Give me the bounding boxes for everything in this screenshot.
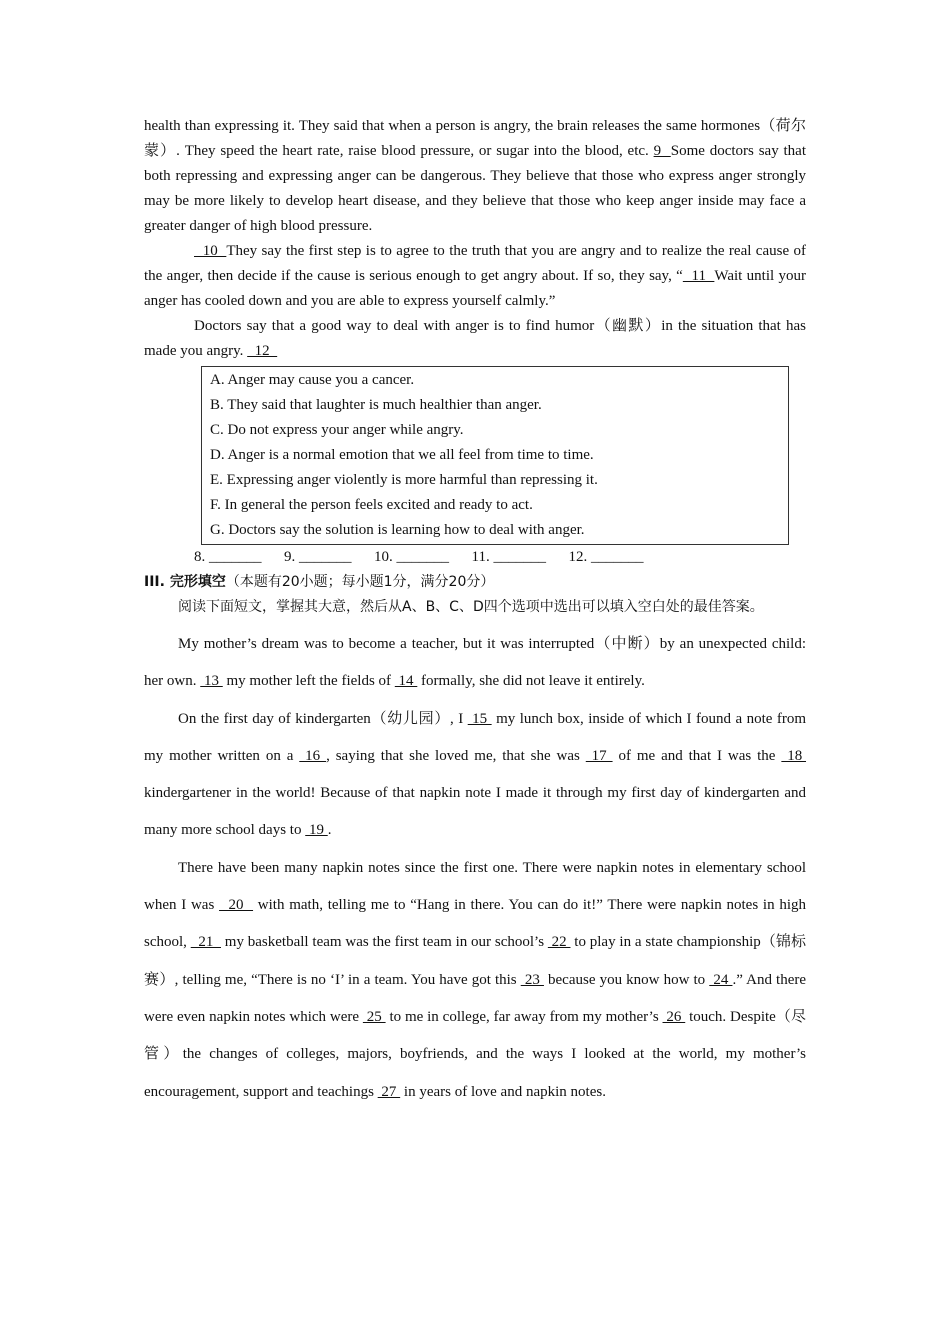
blank-22: 22 xyxy=(547,934,571,951)
blank-17: 17 xyxy=(585,747,613,764)
blank-18: 18 xyxy=(781,747,807,764)
section-instruction: 阅读下面短文，掌握其大意，然后从A、B、C、D四个选项中选出可以填入空白处的最佳答案。 xyxy=(178,599,764,615)
cloze-paragraph-1: My mother’s dream was to become a teacher, but it was interrupted（中断）by an unexpected child: her own. 13 my mother left the fields of 14 formally, she did not leave it entirely. xyxy=(144,636,806,690)
blank-26: 26 xyxy=(662,1008,686,1025)
options-box xyxy=(201,366,789,545)
cloze-paragraph-2: On the first day of kindergarten（幼儿园）, I 15 my lunch box, inside of which I found a note from my mother written on a 16 , saying that she loved me, that she was 17 of me and that I was the 18 kindergartener in the world! Because of that napkin note I made it through my first day of kindergarten and many more school days to 19 . xyxy=(144,710,807,839)
blank-27: 27 xyxy=(377,1083,401,1100)
blank-23: 23 xyxy=(520,971,544,988)
blank-12: 12 xyxy=(247,343,278,359)
blank-14: 14 xyxy=(394,673,418,690)
blank-10: 10 xyxy=(194,243,227,259)
passage-paragraph-3: Doctors say that a good way to deal with anger is to find humor（幽默）in the situation that has made you angry. 12 xyxy=(144,318,806,359)
cloze-paragraph-3: There have been many napkin notes since the first one. There were napkin notes in elementary school when I was 20 with math, telling me to “Hang in there. You can do it!” There were napkin notes in high school, 21 my basketball team was the first team in our school’s 22 to play in a state championship（锦标赛）, telling me, “There is no ‘I’ in a team. You have got this 23 because you know how to 24 .” And there were even napkin notes which were 25 to me in college, far away from my mother’s 26 touch. Despite（尽管）the changes of colleges, majors, boyfriends, and the ways I looked at the world, my mother’s encouragement, support and teachings 27 in years of love and napkin notes. xyxy=(144,859,807,1100)
blank-13: 13 xyxy=(200,673,223,690)
section-3-heading xyxy=(144,570,806,595)
option-b: B. They said that laughter is much healthier than anger. xyxy=(210,397,542,413)
option-e: E. Expressing anger violently is more harmful than repressing it. xyxy=(210,472,598,488)
option-g: G. Doctors say the solution is learning how to deal with anger. xyxy=(210,522,585,538)
section-title: III. 完形填空 xyxy=(144,574,226,590)
blank-20: 20 xyxy=(219,897,254,914)
document-page xyxy=(144,114,806,1111)
option-d: D. Anger is a normal emotion that we all feel from time to time. xyxy=(210,447,594,463)
blank-19: 19 xyxy=(305,822,328,839)
blank-11: 11 xyxy=(682,268,715,284)
blank-16: 16 xyxy=(299,747,327,764)
answer-line: 8. _______ 9. _______ 10. _______ 11. _______ 12. _______ xyxy=(194,549,644,565)
section-note: （本题有20小题；每小题1分，满分20分） xyxy=(225,574,495,590)
blank-15: 15 xyxy=(467,710,492,727)
option-f: F. In general the person feels excited and ready to act. xyxy=(210,497,533,513)
passage-paragraph-1: health than expressing it. They said that when a person is angry, the brain releases the same hormones（荷尔蒙）. They speed the heart rate, raise blood pressure, or sugar into the blood, etc. 9 Some doctors say that both repressing and expressing anger can be dangerous. They believe that those who express anger strongly may be more likely to develop heart disease, and they believe that those who keep anger inside may face a greater danger of high blood pressure. xyxy=(144,118,807,234)
cloze-passage xyxy=(144,626,806,1111)
option-a: A. Anger may cause you a cancer. xyxy=(210,372,415,388)
blank-24: 24 xyxy=(709,971,733,988)
blank-25: 25 xyxy=(362,1008,386,1025)
blank-9: 9 xyxy=(653,143,671,159)
option-c: C. Do not express your anger while angry. xyxy=(210,422,464,438)
blank-21: 21 xyxy=(190,934,221,951)
passage-paragraph-2: 10 They say the first step is to agree to the truth that you are angry and to realize the real cause of the anger, then decide if the cause is serious enough to get angry about. If so, they say, “ 11 Wait until your anger has cooled down and you are able to express yourself calmly.” xyxy=(144,243,806,309)
